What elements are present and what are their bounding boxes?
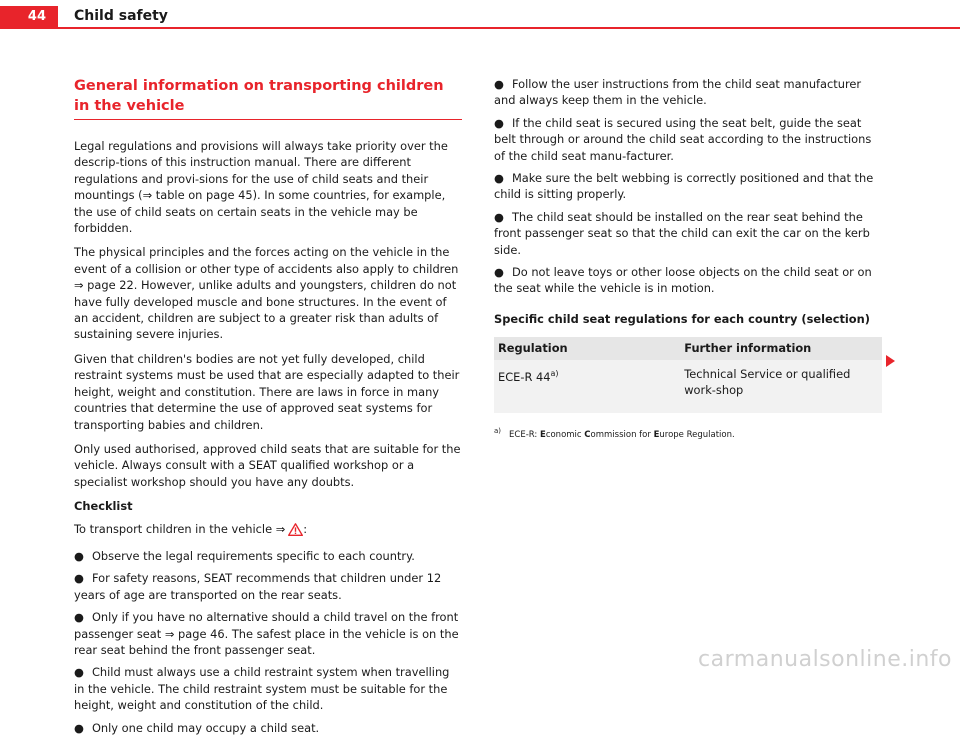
- bullet-icon: ●: [74, 665, 84, 680]
- paragraph: The physical principles and the forces acting on the vehicle in the event of a collision or other type of accidents also apply to children ⇒ page 22. However, unlike adults and youngsters, children do not have fully developed muscle and bone structures. In the event of an accident, children are subject to a greater risk than adults of sustaining severe injuries.: [74, 245, 459, 342]
- list-item-text: Only if you have no alternative should a child travel on the front passenger seat ⇒ page 46. The safest place in the vehicle is on the rear seat behind the front passenger seat.: [74, 610, 459, 657]
- watermark: carmanualsonline.info: [698, 647, 952, 672]
- list-item: [74, 609, 462, 658]
- list-item: [74, 720, 462, 736]
- left-column: [74, 76, 462, 742]
- bullet-icon: ●: [74, 571, 84, 586]
- list-item: [494, 170, 882, 203]
- bullet-icon: ●: [494, 209, 504, 224]
- list-item-text: Child must always use a child restraint system when travelling in the vehicle. The child restraint system must be suitable for the height, weight and constitution of the child.: [74, 665, 450, 713]
- bullet-icon: ●: [74, 548, 84, 563]
- list-item-text: Only one child may occupy a child seat.: [91, 720, 320, 735]
- list-item-text: Do not leave toys or other loose objects on the child seat or on the seat while the vehicle is in motion.: [494, 265, 872, 296]
- bullet-icon: ●: [494, 77, 504, 91]
- warning-icon[interactable]: [288, 523, 303, 540]
- list-item: [494, 209, 882, 258]
- list-item-text: Follow the user instructions from the child seat manufacturer and always keep them in the vehicle.: [494, 77, 862, 108]
- list-item: [74, 664, 462, 713]
- bullet-icon: ●: [494, 115, 504, 130]
- list-item: [74, 548, 462, 564]
- table-title: Specific child seat regulations for each country (selection): [494, 311, 870, 326]
- regulation-value: ECE-R 44: [498, 369, 551, 384]
- list-item-text: If the child seat is secured using the seat belt, guide the seat belt through or around the child seat according to the instructions of the child seat manu-facturer.: [494, 115, 872, 163]
- footnote-ref[interactable]: a): [550, 368, 559, 378]
- footnote-initial: C: [584, 429, 591, 440]
- paragraph: Given that children's bodies are not yet fully developed, child restraint systems must be used that are especially adapted to their height, weight and constitution. There are laws in force in many countries that determine the use of approved seat systems for transporting babies and children.: [74, 351, 460, 432]
- chapter-title: Child safety: [74, 8, 168, 24]
- list-item: [494, 115, 882, 164]
- section-heading: General information on transporting children in the vehicle: [74, 76, 462, 120]
- header-divider: [0, 27, 960, 29]
- checklist-intro-text: To transport children in the vehicle ⇒: [74, 521, 286, 536]
- checklist-intro-end: :: [303, 521, 308, 536]
- table-row: [494, 360, 882, 413]
- cell-regulation: [494, 360, 680, 413]
- checklist-title: Checklist: [74, 499, 133, 514]
- paragraph: Only used authorised, approved child seats that are suitable for the vehicle. Always consult with a SEAT qualified workshop or a specialist workshop should you have any doubts.: [74, 441, 461, 489]
- list-item-text: Observe the legal requirements specific to each country.: [91, 548, 415, 563]
- bullet-icon: ●: [74, 610, 84, 625]
- footnote-text: ommission for: [590, 429, 654, 440]
- footnote-text: urope Regulation.: [659, 429, 735, 440]
- bullet-icon: ●: [494, 265, 504, 280]
- footnote-prefix: ECE-R:: [509, 429, 540, 440]
- footnote-mark: a): [494, 426, 502, 435]
- column-header-info: Further information: [680, 337, 882, 359]
- footnote-text: conomic: [545, 429, 585, 440]
- checklist-intro: [74, 521, 462, 540]
- table-header-row: [494, 337, 882, 359]
- list-item: [74, 570, 462, 603]
- cell-info: Technical Service or qualified work-shop: [680, 360, 882, 413]
- column-header-regulation: Regulation: [494, 337, 680, 359]
- bullet-icon: ●: [494, 171, 504, 186]
- list-item: [494, 76, 882, 109]
- page-number: 44: [0, 6, 58, 28]
- list-item: [494, 264, 882, 297]
- list-item-text: The child seat should be installed on the rear seat behind the front passenger seat so that the child can exit the car on the kerb side.: [494, 209, 870, 257]
- paragraph: Legal regulations and provisions will always take priority over the descrip-tions of this instruction manual. There are different regulations and provi-sions for the use of child seats and their mountings (⇒ table on page 45). In some countries, for example, the use of child seats on certain seats in the vehicle may be forbidden.: [74, 139, 448, 236]
- footnote-initial: E: [540, 429, 546, 440]
- page-header: [0, 0, 960, 28]
- table-footnote: [494, 423, 882, 443]
- list-item-text: Make sure the belt webbing is correctly positioned and that the child is sitting properly.: [494, 171, 874, 202]
- list-item-text: For safety reasons, SEAT recommends that children under 12 years of age are transported on the rear seats.: [74, 571, 442, 602]
- right-column: [494, 76, 882, 443]
- footnote-initial: E: [653, 429, 660, 440]
- regulations-table: [494, 337, 882, 412]
- continue-arrow-icon: [886, 355, 895, 367]
- bullet-icon: ●: [74, 720, 84, 735]
